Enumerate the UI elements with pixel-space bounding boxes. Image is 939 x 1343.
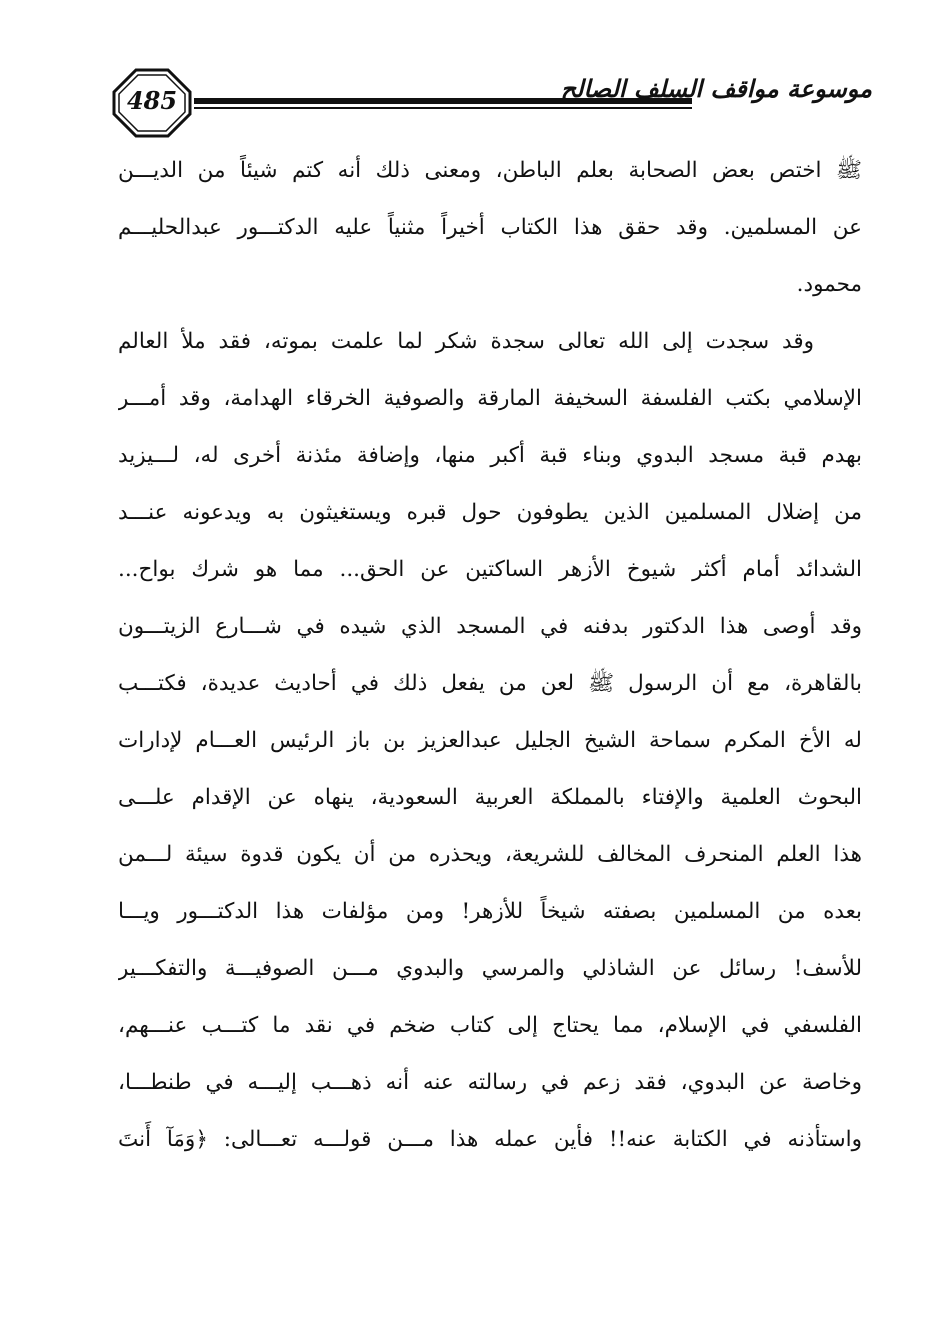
text-line: محمود.: [796, 272, 862, 297]
header-rule-thin: [194, 107, 692, 109]
page-body: [118, 142, 862, 1168]
text-line: بعده من المسلمين بصفته شيخاً للأزهر! ومن مؤلفات هذا الدكتـــور ويـــا: [118, 899, 862, 924]
text-line: عن المسلمين. وقد حقق هذا الكتاب أخيراً مثنياً عليه الدكتـــور عبدالحليـــم: [118, 215, 862, 240]
text-line: الفلسفي في الإسلام، مما يحتاج إلى كتاب ضخم في نقد ما كتـــب عنـــهم،: [118, 1013, 862, 1038]
text-line: للأسف! رسائل عن الشاذلي والمرسي والبدوي مـــن الصوفيـــة والتفكـــير: [118, 956, 862, 981]
text-line: بالقاهرة، مع أن الرسول ﷺ لعن من يفعل ذلك في أحاديث عديدة، فكتـــب: [118, 671, 862, 696]
text-line: الشدائد أمام أكثر شيوخ الأزهر الساكتين عن الحق... مما هو شرك بواح...: [118, 557, 862, 582]
text-line: له الأخ المكرم سماحة الشيخ الجليل عبدالعزيز بن باز الرئيس العـــام لإدارات: [118, 728, 862, 753]
text-line: وقد سجدت إلى الله تعالى سجدة شكر لما علمت بموته، فقد ملأ العالم: [118, 329, 814, 354]
text-line: وخاصة عن البدوي، فقد زعم في رسالته عنه أنه ذهـــب إليـــه في طنطـــا،: [118, 1070, 862, 1095]
page-header: [112, 68, 872, 138]
book-title: موسوعة مواقف السلف الصالح: [560, 74, 872, 103]
text-line: الإسلامي بكتب الفلسفة السخيفة المارقة والصوفية الخرقاء الهدامة، وقد أمـــر: [118, 386, 862, 411]
text-line: البحوث العلمية والإفتاء بالمملكة العربية السعودية، ينهاه عن الإقدام علـــى: [118, 785, 862, 810]
text-line: واستأذنه في الكتابة عنه!! فأين عمله هذا مـــن قولـــه تعـــالى: ﴿وَمَآ أَنتَ: [118, 1127, 862, 1152]
page-number-badge: [112, 68, 192, 138]
text-line: ﷺ اختص بعض الصحابة بعلم الباطن، ومعنى ذلك أنه كتم شيئاً من الديـــن: [118, 158, 862, 183]
text-line: من إضلال المسلمين الذين يطوفون حول قبره ويستغيثون به ويدعونه عنـــد: [118, 500, 862, 525]
text-line: وقد أوصى هذا الدكتور بدفنه في المسجد الذي شيده في شـــارع الزيتـــون: [118, 614, 862, 639]
text-line: هذا العلم المنحرف المخالف للشريعة، ويحذره من أن يكون قدوة سيئة لـــمن: [118, 842, 862, 867]
text-line: بهدم قبة مسجد البدوي وبناء قبة أكبر منها، وإضافة مئذنة أخرى له، لـــيزيد: [118, 443, 862, 468]
page-number: 485: [126, 86, 178, 115]
